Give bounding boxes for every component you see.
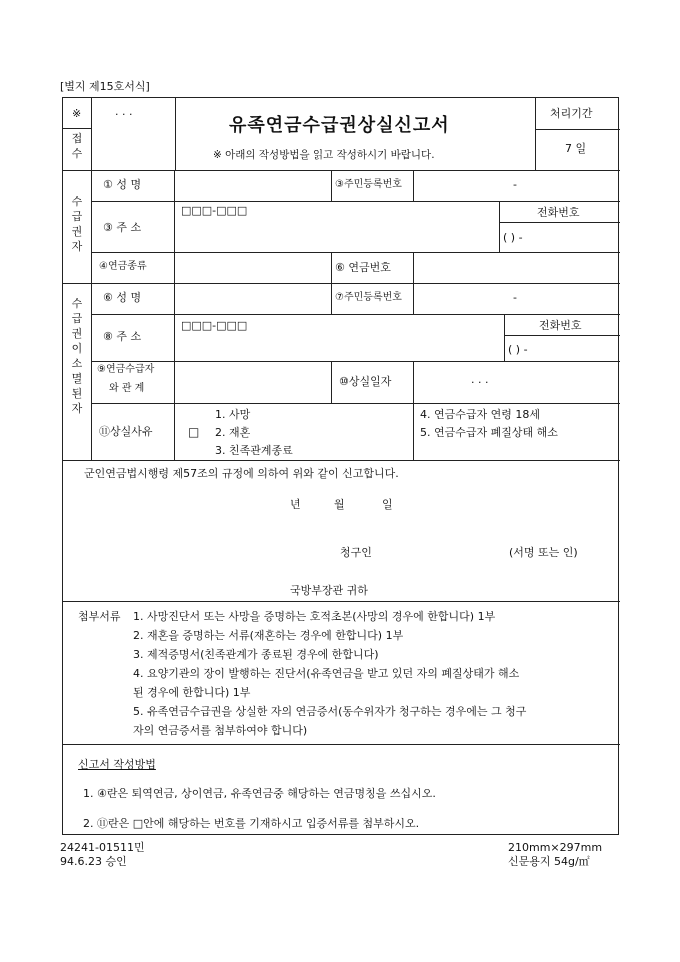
footer-approval: 94.6.23 승인 <box>60 855 127 868</box>
rule <box>499 201 500 252</box>
lost-rrn-field[interactable]: - <box>513 291 517 304</box>
rule <box>91 361 620 362</box>
rule <box>63 460 620 461</box>
rule <box>63 283 620 284</box>
addressee: 국방부장관 귀하 <box>290 584 368 597</box>
recipient-address-label: ③ 주 소 <box>103 221 142 234</box>
rule <box>91 201 620 202</box>
signature-label: (서명 또는 인) <box>509 546 578 559</box>
rule <box>499 222 620 223</box>
processing-period-value: 7 일 <box>565 142 587 155</box>
rule <box>91 314 620 315</box>
rule <box>504 314 505 361</box>
attachment-item-4: 4. 요양기관의 장이 발행하는 진단서(유족연금을 받고 있던 자의 폐질상태가 해소 <box>133 667 520 680</box>
rule <box>174 170 175 460</box>
rule <box>91 98 92 460</box>
relation-label-2: 와 관 계 <box>109 383 145 394</box>
attachments-label: 첨부서류 <box>78 610 121 623</box>
recipient-address-field[interactable]: □□□-□□□ <box>181 204 248 217</box>
rule <box>413 283 414 314</box>
lost-address-label: ⑧ 주 소 <box>103 330 142 343</box>
reason-option-1: 1. 사망 <box>215 408 251 421</box>
reason-option-3: 3. 친족관계종료 <box>215 444 293 457</box>
method-heading: 신고서 작성방법 <box>78 758 156 771</box>
attachment-item-3: 3. 제적증명서(친족관계가 종료된 경우에 한합니다) <box>133 648 379 661</box>
lost-name-label: ⑥ 성 명 <box>103 291 142 304</box>
receipt-date-dots: · · · <box>115 108 133 121</box>
footer-size: 210mm×297mm <box>508 841 603 854</box>
receipt-mark: ※ <box>72 107 82 120</box>
rule <box>413 170 414 201</box>
pension-number-label: ⑥ 연금번호 <box>335 261 391 274</box>
recipient-name-label: ① 성 명 <box>103 178 142 191</box>
relation-field[interactable] <box>175 362 330 402</box>
recipient-section-label: 수급권자 <box>71 195 83 253</box>
recipient-phone-label: 전화번호 <box>537 206 580 219</box>
method-item-2: 2. ⑪란은 □안에 해당하는 번호를 기재하시고 입증서류를 첨부하시오. <box>83 817 420 830</box>
lost-phone-label: 전화번호 <box>539 319 582 332</box>
rule <box>535 98 536 170</box>
loss-date-label: ⑩상실일자 <box>339 375 392 388</box>
lost-section-label: 수급권이소멸된자 <box>71 297 83 415</box>
lost-name-field[interactable] <box>175 284 330 313</box>
recipient-phone-field[interactable]: ( ) - <box>503 231 523 244</box>
receipt-label: 접수 <box>71 132 83 160</box>
method-item-1: 1. ④란은 퇴역연금, 상이연금, 유족연금중 해당하는 연금명칭을 쓰십시오. <box>83 787 436 800</box>
rule <box>63 128 91 129</box>
rule <box>331 170 332 201</box>
loss-reason-label: ⑪상실사유 <box>99 425 153 438</box>
reason-option-4: 4. 연금수급자 연령 18세 <box>420 408 540 421</box>
pension-number-field[interactable] <box>414 253 619 282</box>
loss-date-field[interactable]: . . . <box>471 373 489 386</box>
lost-address-field[interactable]: □□□-□□□ <box>181 319 248 332</box>
recipient-rrn-label: ③주민등록번호 <box>335 179 402 190</box>
pension-type-label: ④연금종류 <box>99 261 147 272</box>
rule <box>331 252 332 283</box>
rule <box>504 335 620 336</box>
rule <box>63 601 620 602</box>
lost-phone-field[interactable]: ( ) - <box>508 343 528 356</box>
date-month-label: 월 <box>334 498 345 511</box>
attachment-item-2: 2. 재혼을 증명하는 서류(재혼하는 경우에 한합니다) 1부 <box>133 629 404 642</box>
attachment-item-1: 1. 사망진단서 또는 사망을 증명하는 호적초본(사망의 경우에 한합니다) 1부 <box>133 610 496 623</box>
rule <box>175 98 176 170</box>
rule <box>413 361 414 403</box>
form-title: 유족연금수급권상실신고서 <box>229 115 450 136</box>
rule <box>535 129 620 130</box>
rule <box>413 403 414 460</box>
rule <box>91 403 620 404</box>
rule <box>331 283 332 314</box>
declaration-text: 군인연금법시행령 제57조의 규정에 의하여 위와 같이 신고합니다. <box>84 467 399 480</box>
applicant-label: 청구인 <box>340 546 372 559</box>
form-number: [별지 제15호서식] <box>60 80 150 93</box>
recipient-name-field[interactable] <box>175 171 330 200</box>
pension-type-field[interactable] <box>175 253 330 282</box>
attachment-item-5-cont: 자의 연금증서를 첨부하여야 합니다) <box>133 724 308 737</box>
footer-code: 24241-01511민 <box>60 841 145 854</box>
processing-period-label: 처리기간 <box>550 107 593 120</box>
rule <box>63 170 620 171</box>
rule <box>331 361 332 403</box>
lost-rrn-label: ⑦주민등록번호 <box>335 292 402 303</box>
recipient-rrn-field[interactable]: - <box>513 178 517 191</box>
report-form <box>62 97 619 835</box>
relation-label-1: ⑨연금수급자 <box>97 364 155 375</box>
reason-option-2: 2. 재혼 <box>215 426 251 439</box>
footer-paper: 신문용지 54g/㎡ <box>508 855 590 868</box>
rule <box>63 744 620 745</box>
form-instruction: ※ 아래의 작성방법을 읽고 작성하시기 바랍니다. <box>213 149 435 161</box>
reason-option-5: 5. 연금수급자 폐질상태 해소 <box>420 426 558 439</box>
date-day-label: 일 <box>382 498 393 511</box>
date-year-label: 년 <box>290 498 301 511</box>
attachment-item-4-cont: 된 경우에 한합니다) 1부 <box>133 686 251 699</box>
attachment-item-5: 5. 유족연금수급권을 상실한 자의 연금증서(동수위자가 청구하는 경우에는 그 청구 <box>133 705 527 718</box>
loss-reason-checkbox[interactable]: □ <box>188 425 200 439</box>
